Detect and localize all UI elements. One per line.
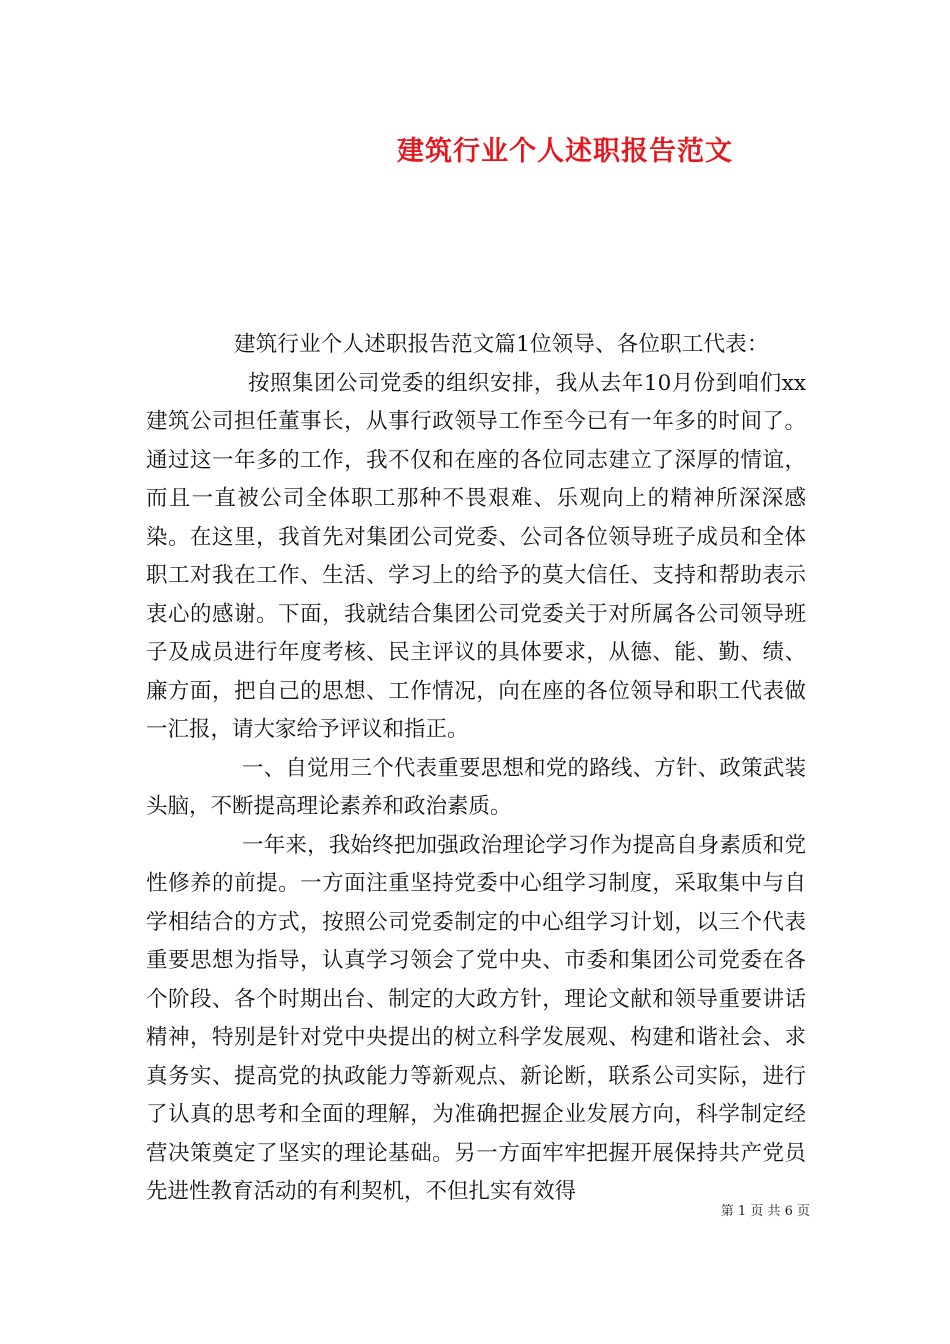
paragraph-study: 一年来，我始终把加强政治理论学习作为提高自身素质和党性修养的前提。一方面注重坚持党委中心组学习制度，采取集中与自学相结合的方式，按照公司党委制定的中心组学习计划，以三个代表重要思想为指导，认真学习领会了党中央、市委和集团公司党委在各个阶段、各个时期出台、制定的大政方针，理论文献和领导重要讲话精神，特别是针对党中央提出的树立科学发展观、构建和谐社会、求真务实、提高党的执政能力等新观点、新论断，联系公司实际，进行了认真的思考和全面的理解，为准确把握企业发展方向，科学制定经营决策奠定了坚实的理论基础。另一方面牢牢把握开展保持共产党员先进性教育活动的有利契机，不但扎实有效得 (146, 832, 806, 1204)
paragraph-opening: 按照集团公司党委的组织安排，我从去年10月份到咱们xx建筑公司担任董事长，从事行政领导工作至今已有一年多的时间了。通过这一年多的工作，我不仅和在座的各位同志建立了深厚的情谊，而且一直被公司全体职工那种不畏艰难、乐观向上的精神所深深感染。在这里，我首先对集团公司党委、公司各位领导班子成员和全体职工对我在工作、生活、学习上的给予的莫大信任、支持和帮助表示衷心的感谢。下面，我就结合集团公司党委关于对所属各公司领导班子及成员进行年度考核、民主评议的具体要求，从德、能、勤、绩、廉方面，把自己的思想、工作情况，向在座的各位领导和职工代表做一汇报，请大家给予评议和指正。 (146, 370, 806, 742)
document-title: 建筑行业个人述职报告范文 (397, 136, 733, 167)
paragraph-intro: 建筑行业个人述职报告范文篇1位领导、各位职工代表： (234, 332, 769, 357)
page-number: 第 1 页 共 6 页 (720, 1204, 810, 1219)
document-body (146, 326, 806, 1212)
paragraph-section-heading: 一、自觉用三个代表重要思想和党的路线、方针、政策武装头脑，不断提高理论素养和政治素质。 (146, 755, 806, 819)
